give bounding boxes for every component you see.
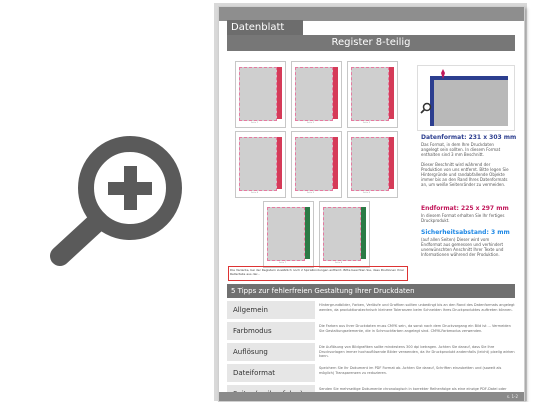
- tip-row: [227, 301, 515, 320]
- register-panel: [319, 201, 370, 268]
- register-panel: [347, 131, 398, 198]
- panel-label: Seite 2: [307, 122, 314, 124]
- panel-content-area: [351, 67, 389, 121]
- register-panel: [347, 61, 398, 128]
- panel-content-area: [323, 207, 361, 261]
- tips-title: 5 Tipps zur fehlerfreien Gestaltung Ihrer Druckdaten: [227, 284, 515, 298]
- tip-row: [227, 322, 515, 341]
- panel-content-area: [239, 67, 277, 121]
- page-header-band: [219, 7, 524, 21]
- panel-label: Seite 5: [307, 192, 314, 194]
- zoom-small-icon[interactable]: [420, 102, 432, 114]
- endformat-heading: Endformat: 225 x 297 mm: [421, 205, 509, 212]
- datenblatt-label: Datenblatt: [227, 20, 303, 36]
- register-tab: [361, 207, 366, 259]
- page-title: Register 8-teilig: [227, 35, 515, 51]
- tip-label: Farbmodus: [227, 322, 315, 340]
- datenformat-heading: Datenformat: 231 x 303 mm: [421, 134, 517, 141]
- panel-label: Seite 7: [279, 262, 286, 264]
- page-number: s. 1-2: [506, 394, 518, 399]
- panel-content-area: [295, 137, 333, 191]
- register-panel: [291, 131, 342, 198]
- format-preview: [417, 65, 515, 131]
- panel-content-area: [351, 137, 389, 191]
- tip-text: Hintergrundbilder, Farben, Verläufe und Grafiken sollten unbedingt bis an den Rand des Datenformats angelegt werden, da produktionstechnisch kleinere Toleranzen beim Schneiden Ihres Druckproduktes auftreten können.: [319, 303, 515, 312]
- tip-label: Allgemein: [227, 301, 315, 319]
- panel-label: Seite 4: [251, 192, 258, 194]
- tip-text: Die Auflösung von Bildgrafiken sollte mindestens 300 dpi betragen. Achten Sie darauf, dass Sie Ihre Druckvorlagen immer hochauflösende Bilder verwenden, da Ihr Druckprodukt andernfalls (leicht) pixelig wirken kann.: [319, 345, 515, 358]
- panel-label: Seite 1: [251, 122, 258, 124]
- panel-label: Seite 8: [335, 262, 342, 264]
- datasheet-page[interactable]: [218, 6, 525, 402]
- panel-label: Seite 6: [363, 192, 370, 194]
- register-panel: [235, 131, 286, 198]
- sicherheit-heading: Sicherheitsabstand: 3 mm: [421, 229, 510, 236]
- pin-icon: [438, 69, 448, 79]
- register-tab: [305, 207, 310, 259]
- register-panel: [235, 61, 286, 128]
- register-tab: [277, 137, 282, 189]
- panel-content-area: [239, 137, 277, 191]
- tip-label: Dateiformat: [227, 364, 315, 382]
- preview-background: [430, 76, 508, 126]
- register-tab: [277, 67, 282, 119]
- tip-text: Speichern Sie Ihr Dokument im PDF Format ab. Achten Sie darauf, Schriften einzubetten und (soweit als möglich) Transparenzen zu reduzieren.: [319, 366, 502, 375]
- register-panel: [263, 201, 314, 268]
- register-panel: [291, 61, 342, 128]
- endformat-text: In diesem Format erhalten Sie Ihr fertiges Druckprodukt.: [421, 213, 505, 223]
- panel-content-area: [267, 207, 305, 261]
- register-tab: [389, 67, 394, 119]
- tip-row: [227, 343, 515, 362]
- zoom-in-icon[interactable]: [42, 128, 194, 268]
- sicherheit-text: (auf allen Seiten) Dieser wird vom Endformat aus gemessen und verhindert unerwünschten Anschnitt Ihrer Texte und Informationen während der Produktion.: [421, 237, 504, 257]
- register-tab: [333, 67, 338, 119]
- tip-text: Die Farben aus Ihrer Druckdaten muss CMYK sein, da sonst nach dem Druckvorgang ein Bild ist ... Vermeiden Sie Gestaltungselemente, die in Schmuckfarben angelegt sind. CMYK-Farbmodus verwenden.: [319, 324, 511, 333]
- note-box: Die Variante, bei der Registern zusätzlich noch 2 Spiralbindungen entfernt. Bitte beachten Sie, dass Positionen Ihrer Reitertabs aus der...: [228, 266, 408, 281]
- register-tab: [389, 137, 394, 189]
- register-tab: [333, 137, 338, 189]
- datenformat-text: Das Format, in dem Ihre Druckdaten angelegt sein sollten. In diesem Format enthalten sind 3 mm Beschnitt.: [421, 142, 501, 157]
- tip-row: [227, 364, 515, 383]
- tip-text: Senden Sie mehrseitige Dokumente chronologisch in korrekter Reihenfolge als eine einzige PDF-Datei oder: [319, 387, 507, 391]
- page-footer: [219, 392, 524, 401]
- panel-label: Seite 3: [363, 122, 370, 124]
- tip-label: Auflösung: [227, 343, 315, 361]
- panel-content-area: [295, 67, 333, 121]
- beschnitt-text: Dieser Beschnitt wird während der Produktion von uns entfernt. Bitte legen Sie Hintergründe und randabfallende Objekte immer bis an den Rand Ihres Datenformats an, um weiße Seitenränder zu vermeiden.: [421, 162, 509, 187]
